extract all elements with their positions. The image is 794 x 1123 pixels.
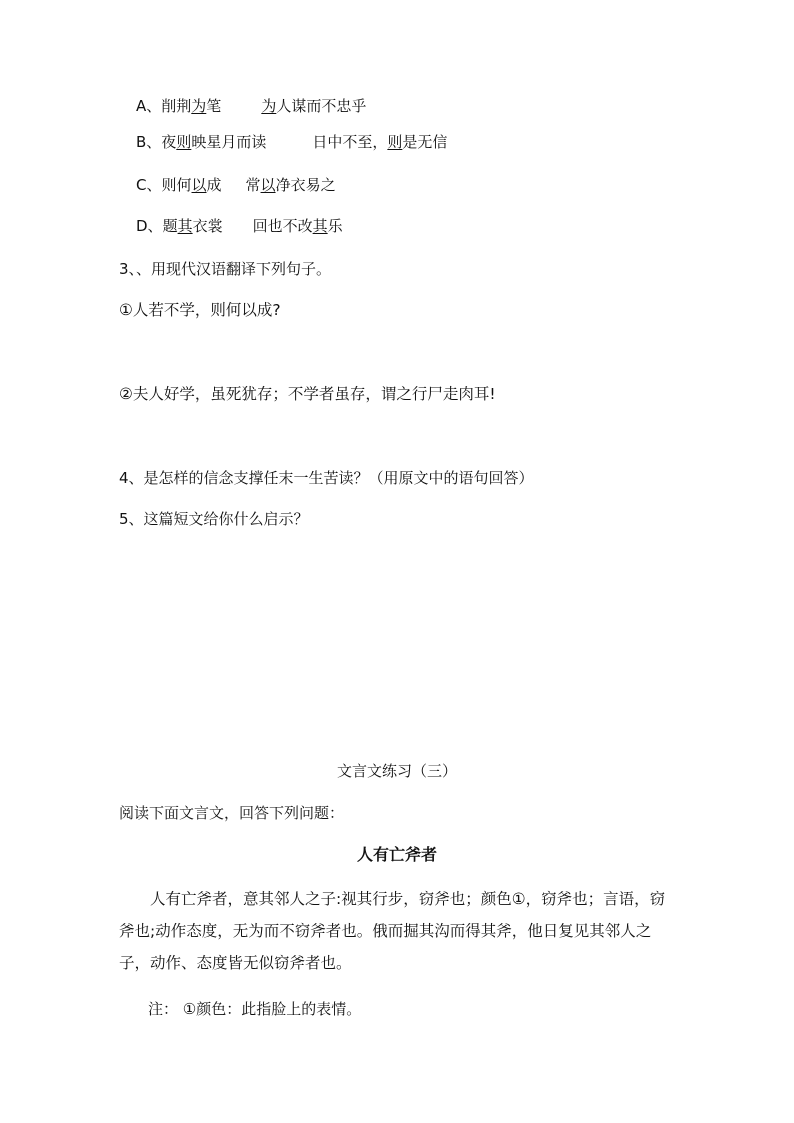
option-label: B、 xyxy=(136,133,162,151)
marked-char: 其 xyxy=(177,217,193,235)
option-a: A、削荆为笔 为人谋而不忠乎 xyxy=(136,97,367,115)
marked-char: 为 xyxy=(261,97,277,115)
marked-char: 其 xyxy=(312,217,328,235)
question-5: 5、这篇短文给你什么启示？ xyxy=(119,510,309,528)
option-d: D、题其衣裳 回也不改其乐 xyxy=(136,217,343,235)
passage-title: 人有亡斧者 xyxy=(356,845,437,864)
option-c: C、则何以成 常以净衣易之 xyxy=(136,176,336,194)
marked-char: 以 xyxy=(191,176,207,194)
marked-char: 以 xyxy=(260,176,276,194)
option-label: D、 xyxy=(136,217,163,235)
section-title: 文言文练习（三） xyxy=(336,762,457,780)
option-label: C、 xyxy=(136,176,162,194)
question-3-heading: 3、、用现代汉语翻译下列句子。 xyxy=(119,260,332,278)
option-b: B、夜则映星月而读 日中不至，则是无信 xyxy=(136,133,448,151)
marked-char: 则 xyxy=(176,133,192,151)
option-label: A、 xyxy=(136,97,162,115)
question-3-sentence-1: ①人若不学，则何以成? xyxy=(119,301,281,319)
passage-note: 注： ①颜色：此指脸上的表情。 xyxy=(148,1000,362,1018)
marked-char: 则 xyxy=(387,133,403,151)
section-instruction: 阅读下面文言文，回答下列问题： xyxy=(119,804,345,822)
passage-text: 人有亡斧者，意其邻人之子:视其行步，窃斧也；颜色①，窃斧也；言语，窃斧也;动作态度，无为而不窃斧者也。俄而掘其沟而得其斧，他日复见其邻人之子，动作、态度皆无似窃斧者也。 xyxy=(119,890,666,972)
marked-char: 为 xyxy=(191,97,207,115)
question-3-sentence-2: ②夫人好学，虽死犹存；不学者虽存，谓之行尸走肉耳! xyxy=(119,385,496,403)
question-4: 4、是怎样的信念支撑任末一生苦读？（用原文中的语句回答） xyxy=(119,469,534,487)
